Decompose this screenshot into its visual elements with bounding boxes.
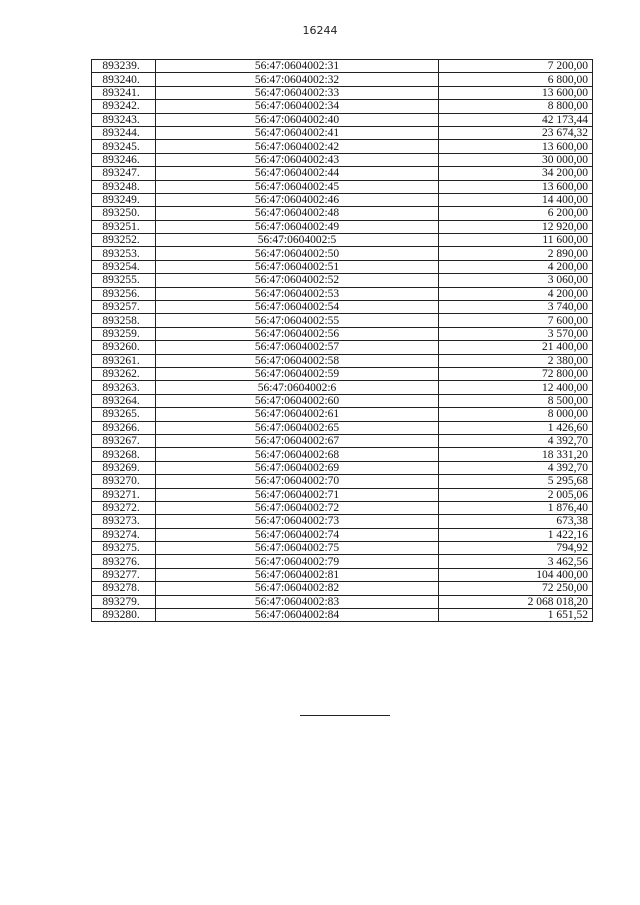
table-row xyxy=(92,287,593,300)
table-row xyxy=(92,394,593,407)
amount-cell: 4 392,70 xyxy=(439,461,593,474)
amount-cell: 6 200,00 xyxy=(439,207,593,220)
amount-cell: 1 426,60 xyxy=(439,421,593,434)
table-row xyxy=(92,448,593,461)
amount-cell: 8 000,00 xyxy=(439,408,593,421)
row-number-cell: 893241. xyxy=(92,86,156,99)
cadastral-number-cell: 56:47:0604002:40 xyxy=(156,113,439,126)
table-row xyxy=(92,73,593,86)
amount-cell: 1 651,52 xyxy=(439,609,593,622)
row-number-cell: 893262. xyxy=(92,367,156,380)
row-number-cell: 893247. xyxy=(92,167,156,180)
amount-cell: 23 674,32 xyxy=(439,126,593,139)
amount-cell: 2 068 018,20 xyxy=(439,595,593,608)
table-row xyxy=(92,234,593,247)
row-number-cell: 893264. xyxy=(92,394,156,407)
cadastral-number-cell: 56:47:0604002:58 xyxy=(156,354,439,367)
table-row xyxy=(92,260,593,273)
row-number-cell: 893239. xyxy=(92,60,156,73)
table-row xyxy=(92,314,593,327)
amount-cell: 13 600,00 xyxy=(439,180,593,193)
cadastral-number-cell: 56:47:0604002:34 xyxy=(156,100,439,113)
cadastral-number-cell: 56:47:0604002:73 xyxy=(156,515,439,528)
cadastral-number-cell: 56:47:0604002:52 xyxy=(156,274,439,287)
cadastral-number-cell: 56:47:0604002:61 xyxy=(156,408,439,421)
table-row xyxy=(92,341,593,354)
table-row xyxy=(92,247,593,260)
row-number-cell: 893259. xyxy=(92,327,156,340)
row-number-cell: 893270. xyxy=(92,475,156,488)
table-row xyxy=(92,461,593,474)
cadastral-number-cell: 56:47:0604002:82 xyxy=(156,582,439,595)
amount-cell: 8 800,00 xyxy=(439,100,593,113)
table-row xyxy=(92,274,593,287)
cadastral-number-cell: 56:47:0604002:65 xyxy=(156,421,439,434)
amount-cell: 1 422,16 xyxy=(439,528,593,541)
amount-cell: 72 800,00 xyxy=(439,367,593,380)
table-row xyxy=(92,555,593,568)
amount-cell: 14 400,00 xyxy=(439,193,593,206)
cadastral-number-cell: 56:47:0604002:57 xyxy=(156,341,439,354)
table-row xyxy=(92,167,593,180)
amount-cell: 673,38 xyxy=(439,515,593,528)
row-number-cell: 893277. xyxy=(92,568,156,581)
amount-cell: 5 295,68 xyxy=(439,475,593,488)
row-number-cell: 893244. xyxy=(92,126,156,139)
row-number-cell: 893252. xyxy=(92,234,156,247)
amount-cell: 72 250,00 xyxy=(439,582,593,595)
page-number: 16244 xyxy=(302,24,338,37)
row-number-cell: 893260. xyxy=(92,341,156,354)
table-row xyxy=(92,193,593,206)
amount-cell: 4 200,00 xyxy=(439,260,593,273)
table-row xyxy=(92,542,593,555)
cadastral-number-cell: 56:47:0604002:50 xyxy=(156,247,439,260)
amount-cell: 4 392,70 xyxy=(439,434,593,447)
cadastral-number-cell: 56:47:0604002:33 xyxy=(156,86,439,99)
cadastral-number-cell: 56:47:0604002:71 xyxy=(156,488,439,501)
row-number-cell: 893257. xyxy=(92,301,156,314)
row-number-cell: 893240. xyxy=(92,73,156,86)
table-row xyxy=(92,421,593,434)
table-row xyxy=(92,515,593,528)
table-row xyxy=(92,434,593,447)
cadastral-number-cell: 56:47:0604002:49 xyxy=(156,220,439,233)
amount-cell: 2 890,00 xyxy=(439,247,593,260)
cadastral-number-cell: 56:47:0604002:67 xyxy=(156,434,439,447)
cadastral-number-cell: 56:47:0604002:5 xyxy=(156,234,439,247)
table-row xyxy=(92,609,593,622)
row-number-cell: 893265. xyxy=(92,408,156,421)
registry-table-body xyxy=(92,60,593,622)
row-number-cell: 893279. xyxy=(92,595,156,608)
amount-cell: 12 400,00 xyxy=(439,381,593,394)
row-number-cell: 893273. xyxy=(92,515,156,528)
cadastral-number-cell: 56:47:0604002:83 xyxy=(156,595,439,608)
cadastral-number-cell: 56:47:0604002:44 xyxy=(156,167,439,180)
cadastral-number-cell: 56:47:0604002:43 xyxy=(156,153,439,166)
row-number-cell: 893280. xyxy=(92,609,156,622)
table-row xyxy=(92,153,593,166)
amount-cell: 3 740,00 xyxy=(439,301,593,314)
end-of-document-rule xyxy=(300,715,390,716)
table-row xyxy=(92,475,593,488)
amount-cell: 3 060,00 xyxy=(439,274,593,287)
amount-cell: 3 462,56 xyxy=(439,555,593,568)
amount-cell: 21 400,00 xyxy=(439,341,593,354)
cadastral-number-cell: 56:47:0604002:70 xyxy=(156,475,439,488)
cadastral-number-cell: 56:47:0604002:45 xyxy=(156,180,439,193)
table-row xyxy=(92,86,593,99)
cadastral-number-cell: 56:47:0604002:60 xyxy=(156,394,439,407)
amount-cell: 104 400,00 xyxy=(439,568,593,581)
cadastral-number-cell: 56:47:0604002:42 xyxy=(156,140,439,153)
amount-cell: 2 380,00 xyxy=(439,354,593,367)
registry-table xyxy=(91,59,593,622)
row-number-cell: 893269. xyxy=(92,461,156,474)
row-number-cell: 893255. xyxy=(92,274,156,287)
amount-cell: 4 200,00 xyxy=(439,287,593,300)
cadastral-number-cell: 56:47:0604002:48 xyxy=(156,207,439,220)
table-row xyxy=(92,501,593,514)
amount-cell: 34 200,00 xyxy=(439,167,593,180)
cadastral-number-cell: 56:47:0604002:51 xyxy=(156,260,439,273)
cadastral-number-cell: 56:47:0604002:75 xyxy=(156,542,439,555)
table-row xyxy=(92,60,593,73)
amount-cell: 13 600,00 xyxy=(439,86,593,99)
row-number-cell: 893242. xyxy=(92,100,156,113)
row-number-cell: 893278. xyxy=(92,582,156,595)
cadastral-number-cell: 56:47:0604002:79 xyxy=(156,555,439,568)
row-number-cell: 893276. xyxy=(92,555,156,568)
table-row xyxy=(92,220,593,233)
row-number-cell: 893267. xyxy=(92,434,156,447)
amount-cell: 7 200,00 xyxy=(439,60,593,73)
cadastral-number-cell: 56:47:0604002:59 xyxy=(156,367,439,380)
amount-cell: 42 173,44 xyxy=(439,113,593,126)
cadastral-number-cell: 56:47:0604002:74 xyxy=(156,528,439,541)
table-row xyxy=(92,408,593,421)
row-number-cell: 893248. xyxy=(92,180,156,193)
table-row xyxy=(92,528,593,541)
amount-cell: 12 920,00 xyxy=(439,220,593,233)
table-row xyxy=(92,595,593,608)
amount-cell: 7 600,00 xyxy=(439,314,593,327)
table-row xyxy=(92,381,593,394)
table-row xyxy=(92,582,593,595)
amount-cell: 13 600,00 xyxy=(439,140,593,153)
row-number-cell: 893249. xyxy=(92,193,156,206)
row-number-cell: 893256. xyxy=(92,287,156,300)
row-number-cell: 893245. xyxy=(92,140,156,153)
row-number-cell: 893254. xyxy=(92,260,156,273)
table-row xyxy=(92,140,593,153)
row-number-cell: 893250. xyxy=(92,207,156,220)
amount-cell: 30 000,00 xyxy=(439,153,593,166)
row-number-cell: 893251. xyxy=(92,220,156,233)
row-number-cell: 893272. xyxy=(92,501,156,514)
table-row xyxy=(92,354,593,367)
cadastral-number-cell: 56:47:0604002:46 xyxy=(156,193,439,206)
amount-cell: 8 500,00 xyxy=(439,394,593,407)
row-number-cell: 893246. xyxy=(92,153,156,166)
cadastral-number-cell: 56:47:0604002:81 xyxy=(156,568,439,581)
amount-cell: 11 600,00 xyxy=(439,234,593,247)
cadastral-number-cell: 56:47:0604002:53 xyxy=(156,287,439,300)
amount-cell: 18 331,20 xyxy=(439,448,593,461)
amount-cell: 794,92 xyxy=(439,542,593,555)
table-row xyxy=(92,367,593,380)
row-number-cell: 893253. xyxy=(92,247,156,260)
row-number-cell: 893258. xyxy=(92,314,156,327)
table-row xyxy=(92,568,593,581)
row-number-cell: 893263. xyxy=(92,381,156,394)
row-number-cell: 893266. xyxy=(92,421,156,434)
row-number-cell: 893243. xyxy=(92,113,156,126)
cadastral-number-cell: 56:47:0604002:56 xyxy=(156,327,439,340)
cadastral-number-cell: 56:47:0604002:68 xyxy=(156,448,439,461)
table-row xyxy=(92,207,593,220)
cadastral-number-cell: 56:47:0604002:69 xyxy=(156,461,439,474)
cadastral-number-cell: 56:47:0604002:54 xyxy=(156,301,439,314)
cadastral-number-cell: 56:47:0604002:55 xyxy=(156,314,439,327)
row-number-cell: 893274. xyxy=(92,528,156,541)
amount-cell: 3 570,00 xyxy=(439,327,593,340)
cadastral-number-cell: 56:47:0604002:31 xyxy=(156,60,439,73)
table-row xyxy=(92,301,593,314)
row-number-cell: 893261. xyxy=(92,354,156,367)
cadastral-number-cell: 56:47:0604002:72 xyxy=(156,501,439,514)
row-number-cell: 893271. xyxy=(92,488,156,501)
table-row xyxy=(92,180,593,193)
table-row xyxy=(92,126,593,139)
cadastral-number-cell: 56:47:0604002:41 xyxy=(156,126,439,139)
table-row xyxy=(92,100,593,113)
amount-cell: 2 005,06 xyxy=(439,488,593,501)
table-row xyxy=(92,488,593,501)
table-row xyxy=(92,327,593,340)
table-row xyxy=(92,113,593,126)
cadastral-number-cell: 56:47:0604002:84 xyxy=(156,609,439,622)
amount-cell: 1 876,40 xyxy=(439,501,593,514)
cadastral-number-cell: 56:47:0604002:6 xyxy=(156,381,439,394)
amount-cell: 6 800,00 xyxy=(439,73,593,86)
row-number-cell: 893275. xyxy=(92,542,156,555)
row-number-cell: 893268. xyxy=(92,448,156,461)
cadastral-number-cell: 56:47:0604002:32 xyxy=(156,73,439,86)
